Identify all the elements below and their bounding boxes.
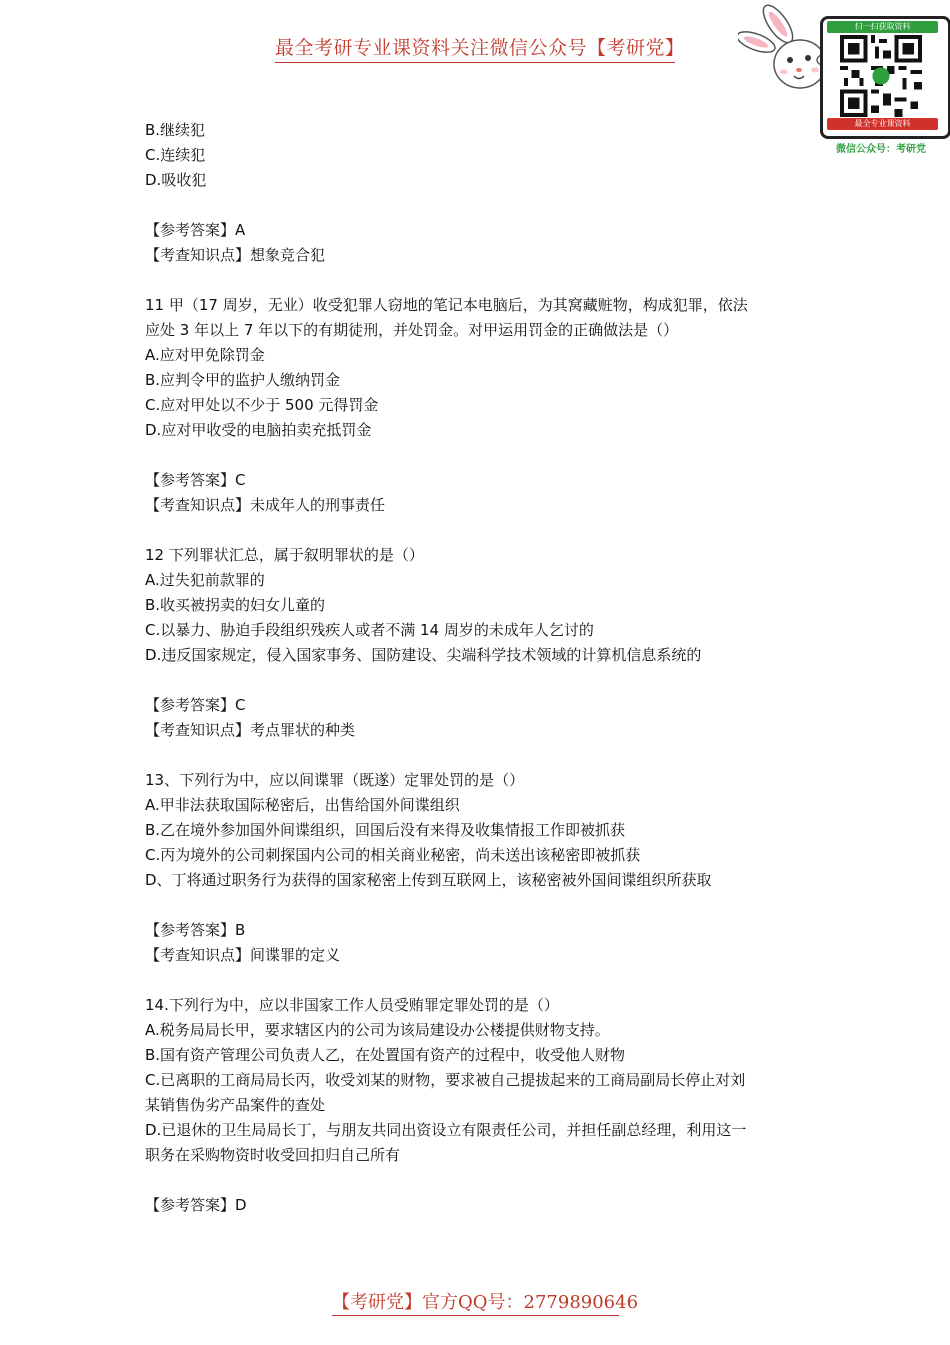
text-line: D、丁将通过职务行为获得的国家秘密上传到互联网上，该秘密被外国间谍组织所获取 xyxy=(145,871,712,889)
text-line: 13、下列行为中，应以间谍罪（既遂）定罪处罚的是（） xyxy=(145,771,525,789)
blank-line xyxy=(145,1168,810,1193)
text-line: C.以暴力、胁迫手段组织残疾人或者不满 14 周岁的未成年人乞讨的 xyxy=(145,621,594,639)
text-line: 【参考答案】A xyxy=(145,221,246,239)
blank-line xyxy=(145,268,810,293)
blank-line xyxy=(145,443,810,468)
qr-code-icon xyxy=(839,35,923,117)
text-line: 【考查知识点】考点罪状的种类 xyxy=(145,721,356,739)
text-line: 【考查知识点】间谍罪的定义 xyxy=(145,946,341,964)
text-line: 【参考答案】C xyxy=(145,696,246,714)
text-line: 某销售伪劣产品案件的查处 xyxy=(145,1096,326,1114)
page-footer-contact: 【考研党】官方QQ号：2779890646 xyxy=(332,1288,619,1316)
blank-line xyxy=(145,968,810,993)
text-line: 【参考答案】B xyxy=(145,921,246,939)
text-line: D.吸收犯 xyxy=(145,171,207,189)
scan-label: 扫一扫获取资料 xyxy=(827,21,938,33)
text-line: A.甲非法获取国际秘密后，出售给国外间谍组织 xyxy=(145,796,460,814)
text-line: C.已离职的工商局局长丙，收受刘某的财物，要求被自己提拔起来的工商局副局长停止对刘 xyxy=(145,1071,746,1089)
blank-line xyxy=(145,193,810,218)
text-line: 【参考答案】C xyxy=(145,471,246,489)
text-line: 【考查知识点】想象竞合犯 xyxy=(145,246,326,264)
blank-line xyxy=(145,518,810,543)
wechat-caption: 微信公众号：考研党 xyxy=(836,144,926,155)
text-line: B.应判令甲的监护人缴纳罚金 xyxy=(145,371,341,389)
blank-line xyxy=(145,668,810,693)
text-line: B.继续犯 xyxy=(145,121,206,139)
text-line: B.国有资产管理公司负责人乙，在处置国有资产的过程中，收受他人财物 xyxy=(145,1046,626,1064)
text-line: 【考查知识点】未成年人的刑事责任 xyxy=(145,496,386,514)
text-line: 应处 3 年以上 7 年以下的有期徒刑，并处罚金。对甲运用罚金的正确做法是（） xyxy=(145,321,679,339)
text-line: D.违反国家规定，侵入国家事务、国防建设、尖端科学技术领域的计算机信息系统的 xyxy=(145,646,702,664)
text-line: A.应对甲免除罚金 xyxy=(145,346,265,364)
text-line: A.过失犯前款罪的 xyxy=(145,571,265,589)
text-line: D.应对甲收受的电脑拍卖充抵罚金 xyxy=(145,421,372,439)
text-line: 12 下列罪状汇总，属于叙明罪状的是（） xyxy=(145,546,424,564)
text-line: C.连续犯 xyxy=(145,146,206,164)
question-content xyxy=(145,118,810,1218)
page-header-title: 最全考研专业课资料关注微信公众号【考研党】 xyxy=(275,33,675,63)
blank-line xyxy=(145,743,810,768)
text-line: 14.下列行为中，应以非国家工作人员受贿罪定罪处罚的是（） xyxy=(145,996,559,1014)
text-line: D.已退休的卫生局局长丁，与朋友共同出资设立有限责任公司，并担任副总经理，利用这一 xyxy=(145,1121,747,1139)
qr-card xyxy=(820,16,950,139)
text-line: 【参考答案】D xyxy=(145,1196,247,1214)
text-line: C.丙为境外的公司刺探国内公司的相关商业秘密，尚未送出该秘密即被抓获 xyxy=(145,846,641,864)
banner-label: 最全专业课资料 xyxy=(827,118,938,130)
text-line: 11 甲（17 周岁，无业）收受犯罪人窃地的笔记本电脑后，为其窝藏赃物，构成犯罪，依法 xyxy=(145,296,748,314)
blank-line xyxy=(145,893,810,918)
text-line: B.收买被拐卖的妇女儿童的 xyxy=(145,596,326,614)
text-line: B.乙在境外参加国外间谍组织，回国后没有来得及收集情报工作即被抓获 xyxy=(145,821,626,839)
text-line: 职务在采购物资时收受回扣归自己所有 xyxy=(145,1146,401,1164)
text-line: C.应对甲处以不少于 500 元得罚金 xyxy=(145,396,379,414)
text-line: A.税务局局长甲，要求辖区内的公司为该局建设办公楼提供财物支持。 xyxy=(145,1021,610,1039)
